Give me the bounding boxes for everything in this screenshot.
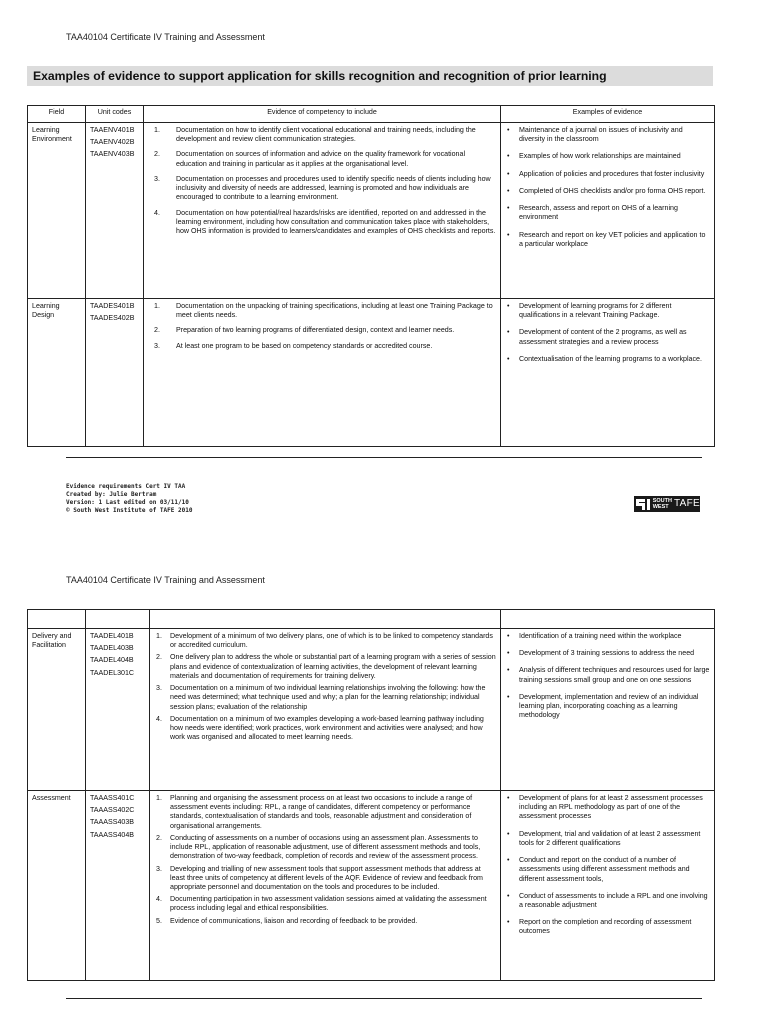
evidence-item	[154, 715, 496, 743]
evidence-item	[148, 342, 496, 351]
bullet-icon: •	[507, 891, 510, 900]
item-text: Documenting participation in two assessment validation sessions aimed at validating the assessment process including legal and ethical responsibilities.	[170, 895, 487, 913]
column-header-empty	[86, 610, 150, 629]
example-item	[505, 892, 710, 910]
example-text: Identification of a training need within the workplace	[519, 632, 682, 640]
page-header: TAA40104 Certificate IV Training and Assessment	[66, 575, 265, 585]
section-title-banner: Examples of evidence to support application for skills recognition and recognition of prior learning	[27, 66, 713, 86]
examples-cell	[501, 123, 715, 299]
item-text: Conducting of assessments on a number of occasions using an assessment plan. Assessments to include RPL, application of reasonable adjustment, use of different assessment methods and tools, demonstration of two-way feedback, completion of records and review of the assessment process.	[170, 833, 481, 861]
evidence-item	[154, 865, 496, 893]
unit-code: TAADEL404B	[90, 656, 134, 665]
footer-line: Created by: Julie Bertram	[66, 491, 157, 498]
example-item	[505, 204, 710, 222]
unit-code: TAADEL401B	[90, 632, 134, 640]
bullet-icon: •	[507, 692, 510, 701]
item-number: 2.	[156, 653, 162, 662]
item-text: Documentation on processes and procedures used to identify specific needs of clients including how inclusivity and diversity of needs are addressed, learning is promoted and how individuals are encouraged to contribute to a learning environment.	[176, 174, 491, 202]
item-text: One delivery plan to address the whole or substantial part of a learning program with a series of session plans and evidence of contextualization of learning activities, the development of relevant learning materials and documentation of requirements for training delivery.	[170, 653, 496, 680]
bullet-icon: •	[507, 794, 510, 802]
example-text: Research, assess and report on OHS of a learning environment	[519, 204, 678, 222]
examples-cell	[501, 629, 715, 791]
example-text: Conduct of assessments to include a RPL and one involving a reasonable adjustment	[519, 891, 708, 909]
evidence-cell	[144, 299, 501, 447]
item-text: Development of a minimum of two delivery plans, one of which is to be linked to competency standards or accredited curriculum.	[170, 632, 493, 650]
table-row	[28, 123, 715, 299]
example-text: Development of learning programs for 2 different qualifications in a relevant Training Package.	[519, 302, 672, 320]
unit-code: TAAENV401B	[90, 126, 135, 134]
example-item	[505, 302, 710, 320]
item-text: Documentation on sources of information and advice on the quality framework for vocational education and training in particular as it applies at the organisational level.	[176, 150, 466, 168]
item-number: 4.	[156, 895, 162, 904]
bullet-icon: •	[507, 666, 510, 675]
example-item	[505, 187, 710, 196]
example-item	[505, 231, 710, 249]
example-item	[505, 170, 710, 179]
example-item	[505, 632, 710, 641]
item-number: 3.	[154, 341, 160, 350]
evidence-cell	[150, 629, 501, 791]
evidence-item	[154, 895, 496, 913]
evidence-item	[148, 175, 496, 203]
bullet-icon: •	[507, 230, 510, 239]
example-item	[505, 794, 710, 822]
examples-cell	[501, 299, 715, 447]
examples-cell	[501, 791, 715, 981]
example-item	[505, 649, 710, 658]
field-cell: Delivery and Facilitation	[28, 629, 86, 791]
item-number: 5.	[156, 916, 162, 925]
unit-code: TAAENV402B	[90, 138, 135, 147]
unit-codes-cell	[86, 791, 150, 981]
item-number: 1.	[156, 632, 162, 640]
item-text: Developing and trialling of new assessment tools that support assessment methods that address at least three units of competency at different levels of the AQF. Evidence of review and feedback from appropriate personnel and documentation on the tools and procedures to be included.	[170, 864, 483, 891]
bullet-icon: •	[507, 856, 510, 865]
south-west-tafe-logo	[634, 496, 700, 512]
unit-code: TAADES402B	[90, 314, 135, 323]
item-text: Documentation on how to identify client vocational educational and training needs, including the development and review client communication strategies.	[176, 126, 476, 144]
column-header-empty	[150, 610, 501, 629]
bullet-icon: •	[507, 186, 510, 195]
column-header-field: Field	[28, 106, 86, 123]
evidence-item	[154, 794, 496, 831]
example-text: Completed of OHS checklists and/or pro forma OHS report.	[519, 186, 706, 195]
example-text: Development, trial and validation of at least 2 assessment tools for 2 different qualifications	[519, 829, 701, 847]
evidence-cell	[144, 123, 501, 299]
unit-codes-cell	[86, 629, 150, 791]
footer-line: © South West Institute of TAFE 2010	[66, 507, 193, 514]
unit-code: TAADEL403B	[90, 644, 134, 653]
footer-line: Evidence requirements Cert IV TAA	[66, 483, 186, 490]
logo-text-south: SOUTH	[652, 497, 672, 504]
example-text: Application of policies and procedures that foster inclusivity	[519, 169, 705, 178]
evidence-item	[154, 653, 496, 681]
evidence-table	[27, 105, 715, 447]
column-header-empty	[501, 610, 715, 629]
page-divider	[66, 457, 702, 458]
item-text: Documentation on a minimum of two examples developing a work-based learning pathway including how needs were identified; work practices, work environment and activities were analysed; and how work was organised and allocated to meet learning needs.	[170, 714, 484, 742]
bullet-icon: •	[507, 328, 510, 337]
field-cell: Learning Design	[28, 299, 86, 447]
example-item	[505, 666, 710, 684]
evidence-item	[148, 209, 496, 237]
bullet-icon: •	[507, 204, 510, 213]
item-text: Documentation on the unpacking of training specifications, including at least one Training Package to meet clients needs.	[176, 302, 493, 320]
column-header-evidence: Evidence of competency to include	[144, 106, 501, 123]
item-number: 1.	[156, 794, 162, 802]
page-divider	[66, 998, 702, 999]
example-text: Development of 3 training sessions to address the need	[519, 649, 695, 658]
item-number: 2.	[154, 150, 160, 159]
example-text: Research and report on key VET policies and application to a particular workplace	[519, 230, 706, 248]
unit-code: TAAENV403B	[90, 150, 135, 159]
example-item	[505, 355, 710, 364]
unit-code: TAAASS404B	[90, 830, 135, 839]
item-number: 2.	[154, 326, 160, 335]
logo-mark-icon	[636, 498, 650, 510]
field-cell: Assessment	[28, 791, 86, 981]
evidence-item	[148, 126, 496, 144]
field-cell: Learning Environment	[28, 123, 86, 299]
item-number: 3.	[154, 174, 160, 183]
item-text: Preparation of two learning programs of differentiated design, context and learner needs.	[176, 326, 455, 335]
unit-code: TAADES401B	[90, 302, 135, 310]
evidence-item	[148, 326, 496, 335]
column-header-unit-codes: Unit codes	[86, 106, 144, 123]
item-number: 4.	[154, 208, 160, 217]
example-text: Contextualisation of the learning programs to a workplace.	[519, 354, 702, 363]
evidence-table-continued	[27, 609, 715, 981]
bullet-icon: •	[507, 302, 510, 310]
example-text: Conduct and report on the conduct of a number of assessments using different assessment methods and different assessment tools,	[519, 856, 690, 883]
unit-codes-cell	[86, 123, 144, 299]
logo-text-tafe: TAFE	[673, 497, 700, 509]
example-text: Examples of how work relationships are maintained	[519, 152, 681, 161]
item-number: 1.	[154, 126, 160, 134]
item-number: 3.	[156, 684, 162, 693]
example-item	[505, 693, 710, 721]
example-item	[505, 856, 710, 884]
bullet-icon: •	[507, 354, 510, 363]
unit-codes-cell	[86, 299, 144, 447]
example-text: Development, implementation and review of an individual learning plan, incorporating coaching as a learning methodology	[519, 692, 699, 720]
table-row	[28, 791, 715, 981]
example-text: Development of content of the 2 programs, as well as assessment strategies and a review process	[519, 328, 687, 346]
item-number: 3.	[156, 864, 162, 873]
example-item	[505, 918, 710, 936]
item-number: 2.	[156, 833, 162, 842]
example-text: Analysis of different techniques and resources used for large training sessions small group and one on one sessions	[519, 666, 710, 684]
document-footer	[66, 483, 192, 515]
evidence-cell	[150, 791, 501, 981]
item-text: Planning and organising the assessment process on at least two occasions to include a range of assessment events including: RPL, a range of candidates, different competency or performance standards, contextualisation of standards and tools, reasonable adjustment and consideration of organisational arrangements.	[170, 794, 473, 830]
example-text: Report on the completion and recording of assessment outcomes	[519, 918, 692, 936]
bullet-icon: •	[507, 169, 510, 178]
bullet-icon: •	[507, 918, 510, 927]
evidence-item	[154, 684, 496, 712]
evidence-item	[154, 917, 496, 926]
table-header-row	[28, 610, 715, 629]
table-header-row	[28, 106, 715, 123]
table-row	[28, 629, 715, 791]
table-row	[28, 299, 715, 447]
unit-code: TAAASS402C	[90, 806, 135, 815]
unit-code: TAAASS403B	[90, 818, 135, 827]
example-text: Development of plans for at least 2 assessment processes including an RPL methodology as part of one of the assessment processes	[519, 794, 703, 821]
evidence-item	[148, 302, 496, 320]
item-text: Documentation on how potential/real hazards/risks are identified, reported on and addressed in the learning environment, including how consultation and communication takes place with stakeholders, how OHS information is provided to learners/candidates and examples of OHS checklists and reports.	[176, 208, 496, 235]
evidence-item	[148, 150, 496, 168]
item-number: 1.	[154, 302, 160, 310]
bullet-icon: •	[507, 632, 510, 640]
unit-code: TAAASS401C	[90, 794, 135, 802]
unit-code: TAADEL301C	[90, 668, 135, 677]
evidence-item	[154, 834, 496, 862]
bullet-icon: •	[507, 649, 510, 658]
item-text: Evidence of communications, liaison and recording of feedback to be provided.	[170, 916, 418, 925]
column-header-empty	[28, 610, 86, 629]
bullet-icon: •	[507, 152, 510, 161]
example-item	[505, 152, 710, 161]
logo-text-west: WEST	[652, 504, 669, 510]
column-header-examples: Examples of evidence	[501, 106, 715, 123]
bullet-icon: •	[507, 126, 510, 134]
footer-line: Version: 1 Last edited on 03/11/10	[66, 499, 189, 506]
evidence-item	[154, 632, 496, 650]
example-item	[505, 126, 710, 144]
example-item	[505, 328, 710, 346]
bullet-icon: •	[507, 829, 510, 838]
example-text: Maintenance of a journal on issues of inclusivity and diversity in the classroom	[519, 126, 683, 144]
example-item	[505, 830, 710, 848]
item-number: 4.	[156, 714, 162, 723]
item-text: At least one program to be based on competency standards or accredited course.	[176, 341, 433, 350]
item-text: Documentation on a minimum of two individual learning relationships involving the following: how the need was determined; what technique used and why; a plan for the learning relationship; individual session plans; evaluation of the relationship	[170, 684, 486, 711]
page-header: TAA40104 Certificate IV Training and Assessment	[66, 32, 265, 42]
